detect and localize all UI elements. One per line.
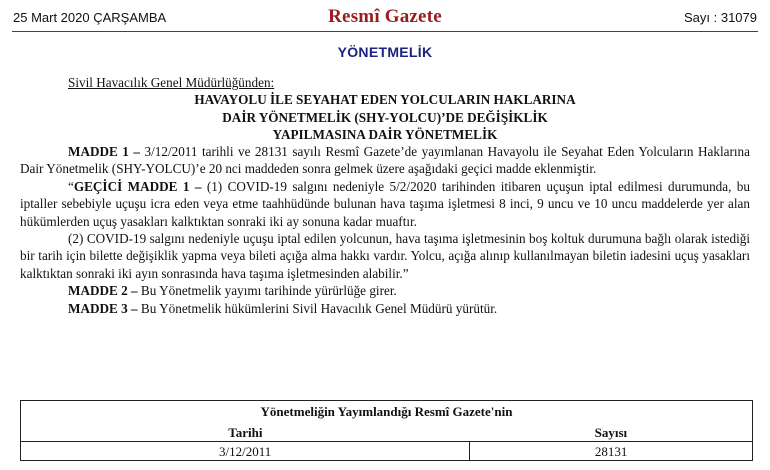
gazette-title: Resmî Gazete [328, 6, 442, 27]
article-1-text: 3/12/2011 tarihli ve 28131 sayılı Resmî Gazete’de yayımlanan Havayolu ile Seyahat Eden Yolcuların Haklarına Dair Yönetmelik (SHY-YOLCU)’e 20 nci maddeden sonra gelmek üzere aşağıdaki geçici madde eklenmiştir. [20, 144, 750, 177]
temporary-article-1-paragraph-2 [20, 230, 750, 282]
column-header-number: Sayısı [470, 423, 753, 442]
issue-number: Sayı : 31079 [684, 10, 757, 25]
regulation-title-line-3: YAPILMASINA DAİR YÖNETMELİK [272, 126, 498, 142]
regulation-body [20, 74, 750, 317]
regulation-title-line-2: DAİR YÖNETMELİK (SHY-YOLCU)’DE DEĞİŞİKLİK [222, 109, 548, 125]
article-2-text: Bu Yönetmelik yayımı tarihinde yürürlüğe girer. [137, 283, 397, 299]
article-3-text: Bu Yönetmelik hükümlerini Sivil Havacılık Genel Müdürü yürütür. [137, 300, 498, 316]
issue-date: 25 Mart 2020 ÇARŞAMBA [13, 10, 167, 25]
article-3-label: MADDE 3 – [68, 300, 138, 316]
article-3 [20, 300, 750, 317]
publication-table [20, 400, 753, 461]
cell-number: 28131 [470, 442, 753, 461]
table-caption: Yönetmeliğin Yayımlandığı Resmî Gazete'nin [21, 401, 753, 424]
article-2 [20, 282, 750, 299]
article-1 [20, 143, 750, 178]
column-header-date: Tarihi [21, 423, 470, 442]
section-category: YÖNETMELİK [337, 44, 433, 60]
article-2-label: MADDE 2 – [68, 283, 138, 299]
header-divider [12, 31, 758, 32]
gazette-header [0, 0, 770, 34]
table-row [21, 442, 753, 461]
article-1-label: MADDE 1 – [68, 144, 140, 160]
temporary-article-1-label: GEÇİCİ MADDE 1 – [73, 178, 202, 194]
temporary-article-1-text: (1) COVID-19 salgını nedeniyle 5/2/2020 tarihinden itibaren uçuşun iptal edilmesi durumunda, bu iptaller sebebiyle uçuşu icra eden veya etme taahhüdünde bulunan hava taşıma işletmesi 8 inci, 9 uncu ve 10 uncu maddelerde yer alan hükümlerden uçuş yasakları kalktıktan sonraki iki ay sonuna kadar muaftır. [20, 178, 750, 229]
issuing-institution: Sivil Havacılık Genel Müdürlüğünden: [68, 75, 275, 90]
publication-info-table [20, 400, 753, 461]
temporary-article-1-paragraph-2-text: (2) COVID-19 salgını nedeniyle uçuşu iptal edilen yolcunun, hava taşıma işletmesinin boş koltuk durumuna bağlı olarak istediği bir tarih için bilette değişiklik yapma veya bileti açığa alma hakkı vardır. Yolcu, açığa alınıp kullanılmayan biletin iadesini uçuş yasakları kalktıktan sonraki iki ayın sonrasında hava taşıma işletmesinden alabilir.” [20, 231, 750, 281]
cell-date: 3/12/2011 [21, 442, 470, 461]
temporary-article-open-quote: “ [68, 178, 74, 194]
temporary-article-1 [20, 178, 750, 230]
regulation-title-line-1: HAVAYOLU İLE SEYAHAT EDEN YOLCULARIN HAKLARINA [194, 92, 576, 108]
